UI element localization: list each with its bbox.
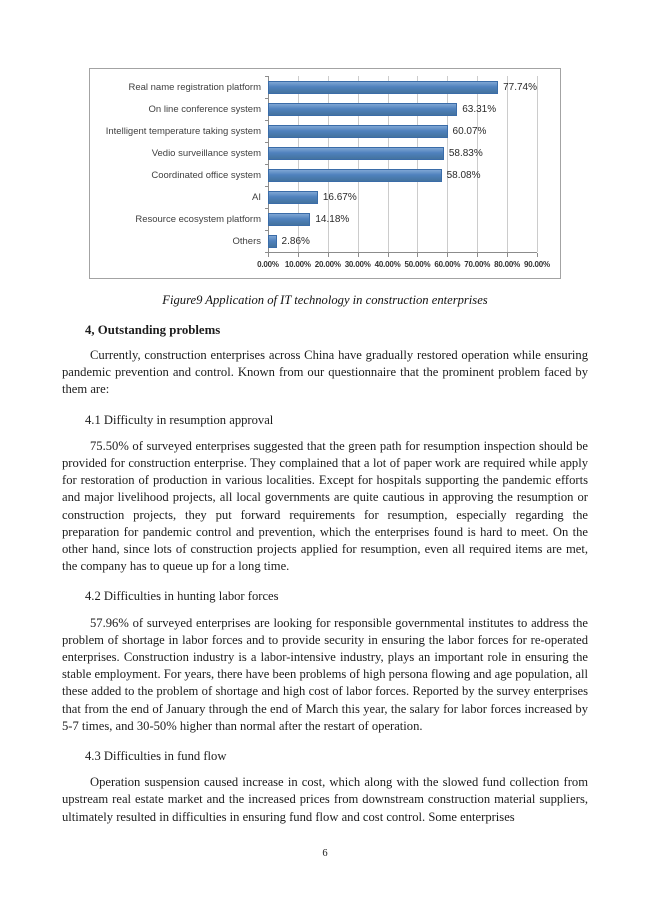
bar-track xyxy=(268,234,537,249)
bar-value-label: 14.18% xyxy=(315,213,350,225)
chart-x-axis xyxy=(257,252,550,277)
bar xyxy=(268,169,442,182)
page-number: 6 xyxy=(322,848,328,859)
bar-value-label: 58.83% xyxy=(448,147,483,159)
bar-value-label: 2.86% xyxy=(281,235,310,247)
x-axis-tick-label: 30.00% xyxy=(344,260,371,269)
x-axis-tick xyxy=(298,253,299,257)
x-axis-tick-label: 60.00% xyxy=(434,260,461,269)
x-axis-tick-label: 0.00% xyxy=(257,260,279,269)
bar xyxy=(268,213,310,226)
chart-row xyxy=(90,186,560,208)
x-axis-tick xyxy=(388,253,389,257)
bar-track xyxy=(268,212,537,227)
bar-value-label: 63.31% xyxy=(462,103,497,115)
category-label: Real name registration platform xyxy=(128,81,261,93)
chart-body xyxy=(90,76,560,252)
bar xyxy=(268,191,318,204)
bar xyxy=(268,125,448,138)
x-axis-tick-label: 90.00% xyxy=(524,260,550,269)
chart-row xyxy=(90,164,560,186)
figure-caption: Figure9 Application of IT technology in construction enterprises xyxy=(162,293,488,307)
x-axis-tick xyxy=(477,253,478,257)
bar-track xyxy=(268,124,537,139)
chart-row xyxy=(90,208,560,230)
category-label: Intelligent temperature taking system xyxy=(105,125,261,137)
category-label: Others xyxy=(232,235,261,247)
x-axis-tick xyxy=(328,253,329,257)
x-axis-tick xyxy=(537,253,538,257)
chart-frame xyxy=(89,68,561,279)
bar xyxy=(268,103,457,116)
bar-value-label: 58.08% xyxy=(446,169,481,181)
category-label: On line conference system xyxy=(148,103,261,115)
chart-row xyxy=(90,142,560,164)
x-axis-tick-label: 20.00% xyxy=(314,260,341,269)
chart-row xyxy=(90,230,560,252)
category-label: Vedio surveillance system xyxy=(151,147,261,159)
x-axis-tick xyxy=(268,253,269,257)
chart-row xyxy=(90,98,560,120)
x-axis-tick xyxy=(447,253,448,257)
bar-value-label: 16.67% xyxy=(322,191,357,203)
chart-row xyxy=(90,120,560,142)
x-axis-tick xyxy=(507,253,508,257)
bar xyxy=(268,235,277,248)
bar-value-label: 60.07% xyxy=(452,125,487,137)
x-axis-tick-label: 10.00% xyxy=(284,260,311,269)
bar-track xyxy=(268,80,537,95)
page-body xyxy=(0,293,650,826)
paragraph-4-1: 75.50% of surveyed enterprises suggested that the green path for resumption inspection should be provided for construction enterprise. They complained that a lot of paper work are required while apply for restoration of production in various localities. Except for hospitals supporting the pandemic efforts and major livelihood projects, all local governments are quite cautious in approving the resumption or construction projects, they put forward requirements for resumption, especially regarding the preparation for pandemic control and prevention, which the enterprises found is hard to meet. On the other hand, since lots of construction projects applied for resumption, even all required items are met, the company has to queue up for a long time. xyxy=(62,438,588,574)
paragraph-4-3: Operation suspension caused increase in cost, which along with the slowed fund collection from upstream real estate market and the increased prices from downstream construction material suppliers, ultimately resulted in difficulties in ensuring fund flow and cost control. Some enterprises xyxy=(62,775,588,824)
bar-track xyxy=(268,168,537,183)
bar xyxy=(268,81,498,94)
x-axis-tick-label: 80.00% xyxy=(494,260,521,269)
x-axis-tick xyxy=(417,253,418,257)
x-axis-tick-label: 70.00% xyxy=(464,260,491,269)
bar xyxy=(268,147,444,160)
x-axis-tick xyxy=(358,253,359,257)
category-label: AI xyxy=(252,191,261,203)
paragraph-intro: Currently, construction enterprises across China have gradually restored operation while ensuring pandemic prevention and control. Known from our questionnaire that the prominent problem faced by them are: xyxy=(62,348,588,397)
paragraph-4-2: 57.96% of surveyed enterprises are looking for responsible governmental institutes to address the problem of shortage in labor forces and to provide security in ensuring the labor forces for re-operated enterprises. Construction industry is a labor-intensive industry, plays an important role in ensuring the stable employment. For years, there have been problems of high persona flowing and age population, all these added to the problem of shortage and high cost of labor forces. Reported by the survey enterprises that from the end of January through the end of March this year, the salary for labor forces increased by 5-7 times, and 30-50% higher than normal after the restart of operation. xyxy=(62,615,588,733)
bar-value-label: 77.74% xyxy=(503,81,537,93)
category-label: Coordinated office system xyxy=(151,169,261,181)
bar-track xyxy=(268,146,537,161)
bar-track xyxy=(268,190,537,205)
figure9-chart xyxy=(89,68,561,279)
chart-row xyxy=(90,76,560,98)
chart-rows xyxy=(90,76,560,252)
subsection-title-4-1: 4.1 Difficulty in resumption approval xyxy=(85,412,274,427)
category-label: Resource ecosystem platform xyxy=(135,213,261,225)
x-axis-tick-label: 40.00% xyxy=(374,260,401,269)
x-axis-tick-label: 50.00% xyxy=(404,260,431,269)
section-heading-4: 4, Outstanding problems xyxy=(85,323,221,337)
subsection-title-4-3: 4.3 Difficulties in fund flow xyxy=(85,749,227,764)
bar-track xyxy=(268,102,537,117)
subsection-title-4-2: 4.2 Difficulties in hunting labor forces xyxy=(85,589,279,604)
